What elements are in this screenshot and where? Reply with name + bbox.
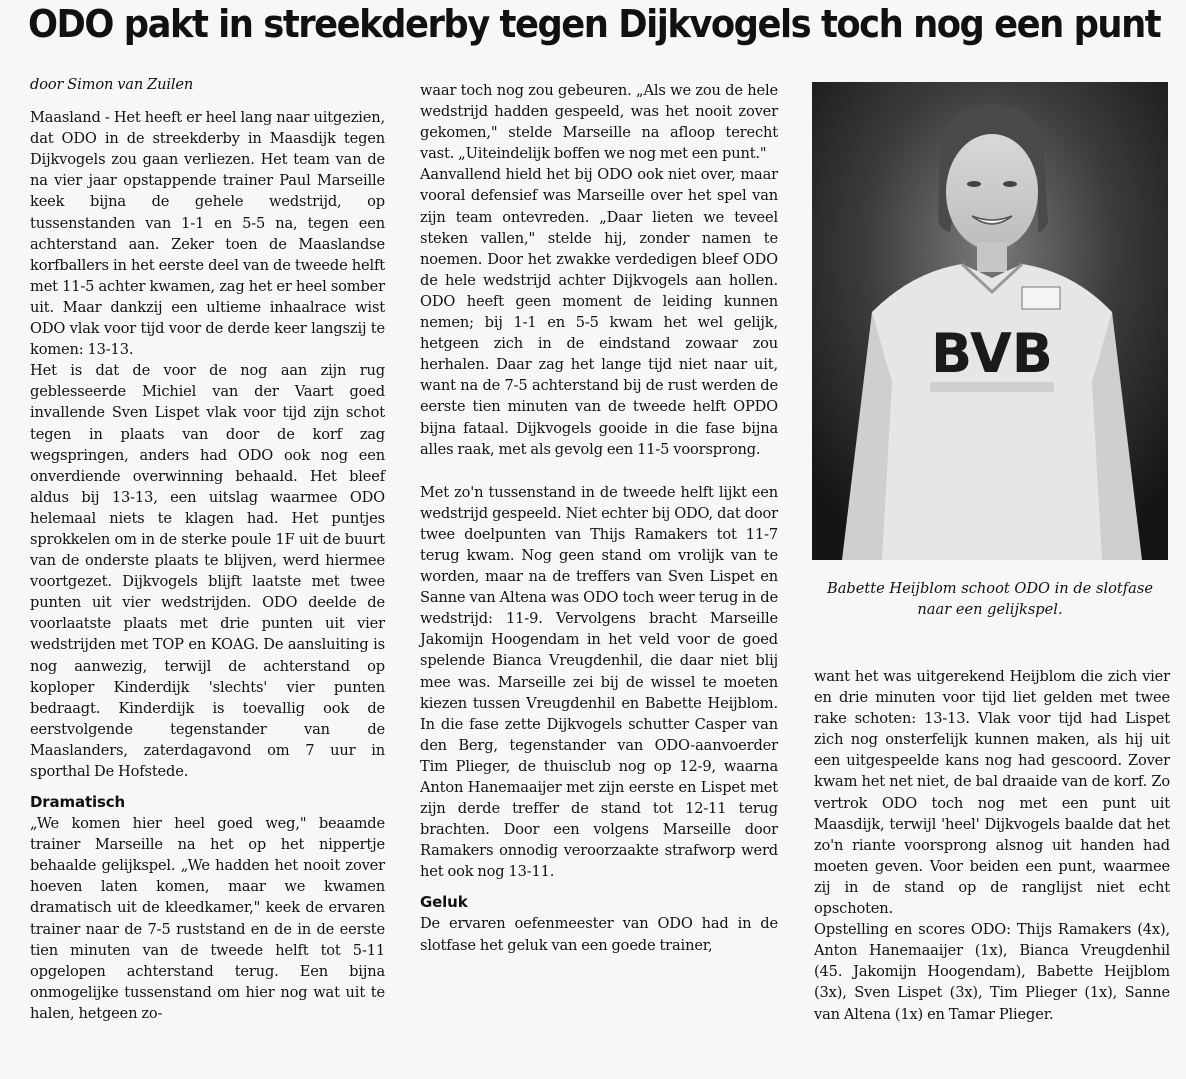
player-photo: [812, 82, 1168, 560]
player-photo-illustration: [812, 82, 1168, 560]
shirt-sponsor-text: BVB: [931, 322, 1053, 385]
paragraph-gap: [420, 460, 778, 482]
byline: door Simon van Zuilen: [30, 76, 194, 93]
paragraph: De ervaren oefenmeester van ODO had in de slotfase het geluk van een goede trainer,: [420, 915, 778, 954]
subheading-geluk: Geluk: [420, 893, 468, 912]
paragraph: Het is dat de voor de nog aan zijn rug geblesseerde Michiel van der Vaart goed invallende Sven Lispet vlak voor tijd zijn schot tegen in plaats van door de korf zag wegspringen, anders had ODO ook nog een onverdiende overwinning behaald. Het bleef aldus bij 13-13, een uitslag waarmee ODO helemaal niets te klagen had. Het puntjes sprokkelen om in de sterke poule 1F uit de buurt van de onderste plaats te blijven, werd hiermee voortgezet. Dijkvogels blijft laatste met twee punten uit vier wedstrijden. ODO deelde de voorlaatste plaats met drie punten uit vier wedstrijden met TOP en KOAG. De aansluiting is nog aanwezig, terwijl de achterstand op koploper Kinderdijk 'slechts' vier punten bedraagt. Kinderdijk is toevallig ook de eerstvolgende tegenstander van de Maaslanders, zaterdagavond om 7 uur in sporthal De Hofstede.: [30, 362, 385, 780]
article-column-2: [420, 80, 778, 956]
paragraph: „We komen hier heel goed weg," beaamde trainer Marseille na het op het nippertje behaalde gelijkspel. „We hadden het nooit zover hoeven laten komen, maar we kwamen dramatisch uit de kleedkamer," keek de ervaren trainer naar de 7-5 ruststand en de in de eerste tien minuten van de tweede helft tot 5-11 opgelopen achterstand terug. Een bijna onmogelijke tussenstand om hier nog wat uit te halen, hetgeen zo-: [30, 815, 385, 1022]
photo-caption: Babette Heijblom schoot ODO in de slotfase naar een gelijkspel.: [826, 580, 1153, 618]
article-column-3: [814, 666, 1170, 1025]
subheading-dramatisch: Dramatisch: [30, 793, 126, 812]
paragraph: want het was uitgerekend Heijblom die zich vier en drie minuten voor tijd liet gelden met twee rake schoten: 13-13. Vlak voor tijd had Lispet zich nog onsterfelijk kunnen maken, als hij uit een uitgespeelde kans nog had gescoord. Zover kwam het net niet, de bal draaide van de korf. Zo vertrok ODO toch nog met een punt uit Maasdijk, terwijl 'heel' Dijkvogels baalde dat het zo'n riante voorsprong alsnog uit handen had moeten geven. Voor beiden een punt, waarmee zij in de stand op de ranglijst niet echt opschoten.: [814, 668, 1170, 918]
article-headline: ODO pakt in streekderby tegen Dijkvogels toch nog een punt: [28, 2, 1161, 46]
paragraph: Aanvallend hield het bij ODO ook niet over, maar vooral defensief was Marseille over het spel van zijn team ontevreden. „Daar lieten we teveel steken vallen," stelde hij, zonder namen te noemen. Door het zwakke verdedigen bleef ODO de hele wedstrijd achter Dijkvogels aan hollen. ODO heeft geen moment de leiding kunnen nemen; bij 1-1 en 5-5 kwam het wel gelijk, hetgeen zich in de eindstand zowaar zou herhalen. Daar zag het lange tijd niet naar uit, want na de 7-5 achterstand bij de rust werden de eerste tien minuten van de tweede helft OPDO bijna fataal. Dijkvogels gooide in die fase bijna alles raak, met als gevolg een 11-5 voorsprong.: [420, 166, 778, 458]
article-column-1: [30, 74, 385, 1024]
paragraph: waar toch nog zou gebeuren. „Als we zou de hele wedstrijd hadden gespeeld, was het nooit zover gekomen," stelde Marseille na afloop terecht vast. „Uiteindelijk boffen we nog met een punt.": [420, 82, 778, 163]
paragraph: Maasland - Het heeft er heel lang naar uitgezien, dat ODO in de streekderby in Maasdijk tegen Dijkvogels zou gaan verliezen. Het team van de na vier jaar opstappende trainer Paul Marseille keek bijna de gehele wedstrijd, op tussenstanden van 1-1 en 5-5 na, tegen een achterstand aan. Zeker toen de Maaslandse korfballers in het eerste deel van de tweede helft met 11-5 achter kwamen, zag het er heel somber uit. Maar dankzij een ultieme inhaalrace wist ODO vlak voor tijd voor de derde keer langszij te komen: 13-13.: [30, 109, 385, 359]
paragraph: Met zo'n tussenstand in de tweede helft lijkt een wedstrijd gespeeld. Niet echter bij ODO, dat door twee doelpunten van Thijs Ramakers tot 11-7 terug kwam. Nog geen stand om vrolijk van te worden, maar na de treffers van Sven Lispet en Sanne van Altena was ODO toch weer terug in de wedstrijd: 11-9. Vervolgens bracht Marseille Jakomijn Hoogendam in het veld voor de goed spelende Bianca Vreugdenhil, die daar niet blij mee was. Marseille zei bij de wissel te moeten kiezen tussen Vreugdenhil en Babette Heijblom. In die fase zette Dijkvogels schutter Casper van den Berg, tegenstander van ODO-aanvoerder Tim Plieger, de thuisclub nog op 12-9, waarna Anton Hanemaaijer met zijn eerste en Lispet met zijn derde treffer de stand tot 12-11 terug brachten. Door een volgens Marseille door Ramakers onnodig veroorzaakte strafworp werd het ook nog 13-11.: [420, 483, 778, 881]
paragraph-lineup: Opstelling en scores ODO: Thijs Ramakers (4x), Anton Hanemaaijer (1x), Bianca Vreugdenhil (45. Jakomijn Hoogendam), Babette Heijblom (3x), Sven Lispet (3x), Tim Plieger (1x), Sanne van Altena (1x) en Tamar Plieger.: [814, 921, 1170, 1023]
